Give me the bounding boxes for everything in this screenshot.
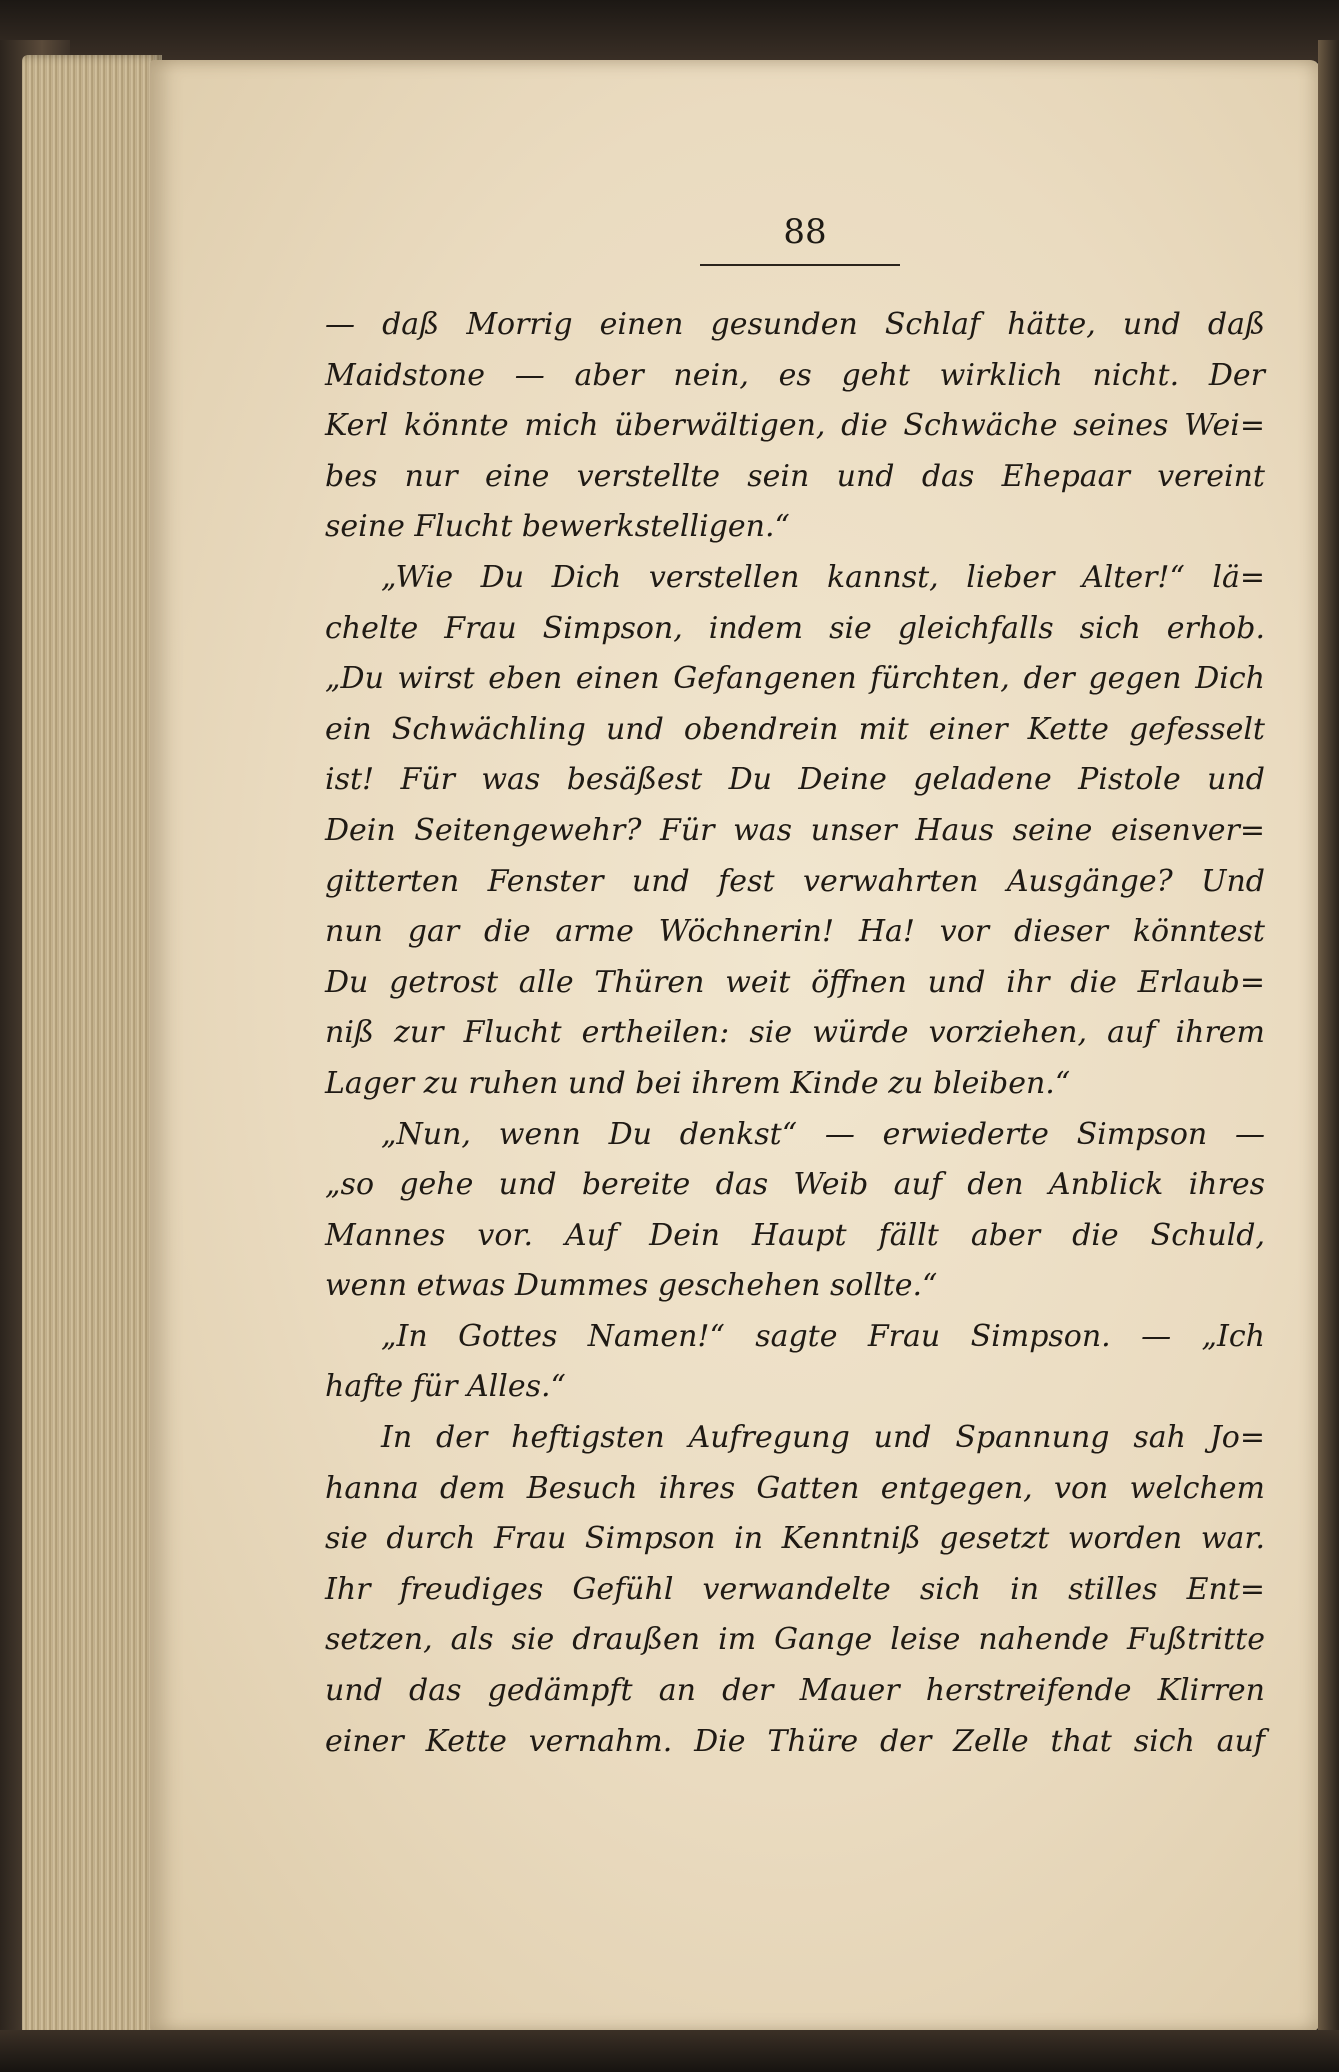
book-right-edge xyxy=(1318,40,1339,2040)
text-line: In der heftigsten Aufregung und Spannung sah Jo= xyxy=(381,1420,1265,1456)
text-line: wenn etwas Dummes geschehen sollte.“ xyxy=(325,1268,938,1304)
book-top-edge xyxy=(0,0,1339,62)
page-number: 88 xyxy=(783,212,827,252)
text-line: und das gedämpft an der Mauer herstreifende Klirren xyxy=(325,1673,1265,1709)
text-line: hanna dem Besuch ihres Gatten entgegen, von welchem xyxy=(325,1470,1265,1506)
text-line: gitterten Fenster und fest verwahrten Ausgänge? Und xyxy=(325,863,1265,899)
text-line: nun gar die arme Wöchnerin! Ha! vor dieser könntest xyxy=(325,914,1265,950)
text-line: Dein Seitengewehr? Für was unser Haus seine eisenver= xyxy=(325,812,1265,848)
text-line: „Nun, wenn Du denkst“ — erwiederte Simpson — xyxy=(381,1116,1265,1152)
text-line: bes nur eine verstellte sein und das Ehepaar vereint xyxy=(325,458,1265,494)
text-line: seine Flucht bewerkstelligen.“ xyxy=(325,509,790,545)
text-line: niß zur Flucht ertheilen: sie würde vorziehen, auf ihrem xyxy=(325,1015,1265,1051)
text-line: Maidstone — aber nein, es geht wirklich nicht. Der xyxy=(325,357,1265,393)
text-line: setzen, als sie draußen im Gange leise nahende Fußtritte xyxy=(325,1622,1265,1658)
text-line: „Du wirst eben einen Gefangenen fürchten, der gegen Dich xyxy=(325,661,1265,697)
text-line: „In Gottes Namen!“ sagte Frau Simpson. — „Ich xyxy=(381,1318,1265,1354)
page-number-rule xyxy=(700,264,900,266)
text-line: sie durch Frau Simpson in Kenntniß gesetzt worden war. xyxy=(325,1521,1265,1557)
text-line: Du getrost alle Thüren weit öffnen und ihr die Erlaub= xyxy=(325,964,1265,1000)
book-bottom-edge xyxy=(0,2030,1339,2072)
page-stack-edge xyxy=(22,55,162,2040)
text-line: ein Schwächling und obendrein mit einer Kette gefesselt xyxy=(325,711,1265,747)
text-line: „so gehe und bereite das Weib auf den Anblick ihres xyxy=(325,1167,1265,1203)
text-line: Kerl könnte mich überwältigen, die Schwäche seines Wei= xyxy=(325,408,1265,444)
text-line: hafte für Alles.“ xyxy=(325,1369,566,1405)
text-line: Mannes vor. Auf Dein Haupt fällt aber die Schuld, xyxy=(325,1217,1265,1253)
text-line: Ihr freudiges Gefühl verwandelte sich in stilles Ent= xyxy=(325,1571,1265,1607)
text-line: chelte Frau Simpson, indem sie gleichfalls sich erhob. xyxy=(325,610,1265,646)
body-text xyxy=(325,300,1265,1767)
text-line: — daß Morrig einen gesunden Schlaf hätte, und daß xyxy=(325,307,1265,342)
text-line: Lager zu ruhen und bei ihrem Kinde zu bleiben.“ xyxy=(325,1065,1071,1101)
text-line: „Wie Du Dich verstellen kannst, lieber Alter!“ lä= xyxy=(381,559,1265,595)
text-line: ist! Für was besäßest Du Deine geladene Pistole und xyxy=(325,762,1265,798)
text-line: einer Kette vernahm. Die Thüre der Zelle that sich auf xyxy=(325,1723,1265,1759)
